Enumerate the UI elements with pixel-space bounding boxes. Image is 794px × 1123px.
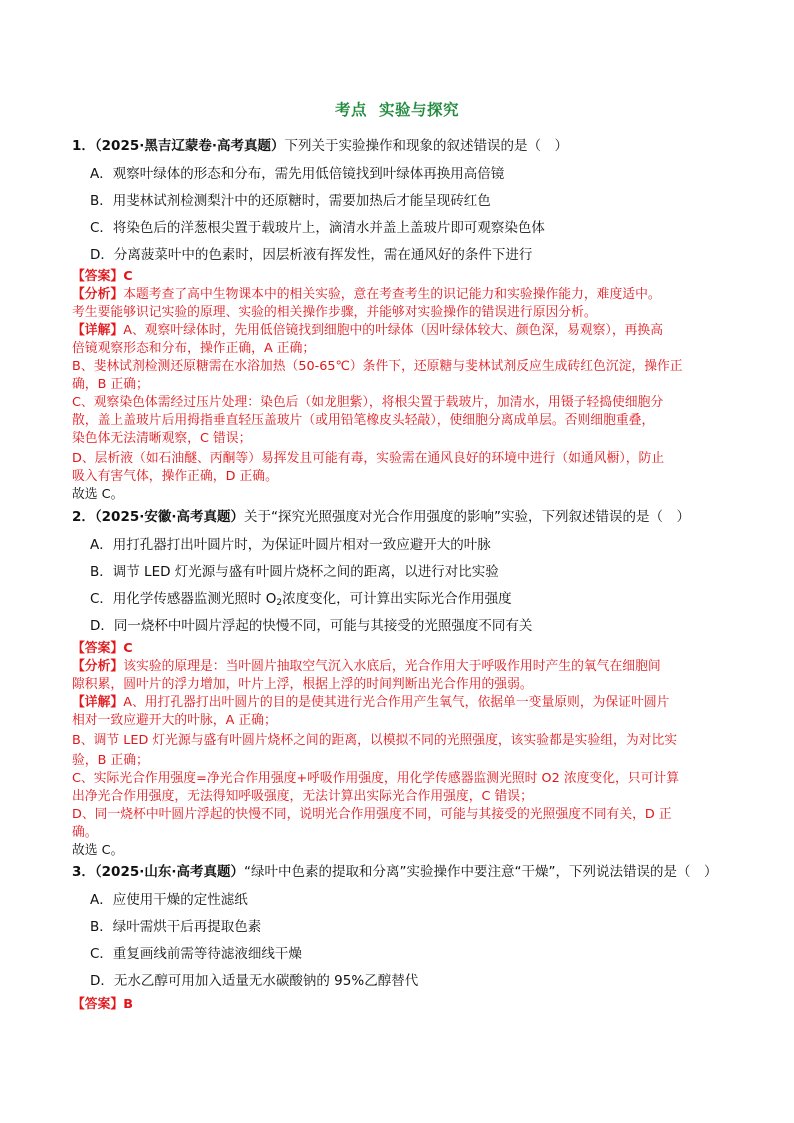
- q3-option-d: D．无水乙醇可用加入适量无水碳酸钠的 95%乙醇替代: [90, 973, 419, 989]
- q2-analysis-line-2: 隙积累，圆叶片的浮力增加，叶片上浮，根据上浮的时间判断出光合作用的强弱。: [72, 677, 533, 692]
- detail-text: A、用打孔器打出叶圆片的目的是使其进行光合作用产生氧气，依据单一变量原则，为保证叶圆片: [123, 695, 670, 710]
- q2-detail-line-1: [72, 694, 669, 712]
- question-text: 关于“探究光照强度对光合作用强度的影响”实验，下列叙述错误的是（ ）: [244, 509, 690, 525]
- page-title: [0, 98, 794, 120]
- q2-detail-line-7: D、同一烧杯中叶圆片浮起的快慢不同，说明光合作用强度不同，可能与其接受的光照强度不同有关，D 正: [72, 807, 672, 822]
- q1-option-d: D．分离菠菜叶中的色素时，因层析液有挥发性，需在通风好的条件下进行: [90, 247, 533, 263]
- q1-detail-line-3: B、斐林试剂检测还原糖需在水浴加热（50-65℃）条件下，还原糖与斐林试剂反应生成砖红色沉淀，操作正: [72, 359, 683, 374]
- analysis-label: 【分析】: [72, 287, 124, 302]
- q1-option-b: B．用斐林试剂检测梨汁中的还原糖时，需要加热后才能呈现砖红色: [90, 193, 491, 209]
- q2-detail-line-4: 验，B 正确；: [72, 753, 149, 768]
- q3-option-c: C．重复画线前需等待滤液细线干燥: [90, 946, 302, 962]
- q1-detail-line-6: 散，盖上盖玻片后用拇指垂直轻压盖玻片（或用铅笔橡皮头轻敲），使细胞分离成单层。否则细胞重叠，: [72, 413, 655, 428]
- question-number: 1．: [72, 138, 95, 154]
- q2-conclusion: 故选 C。: [72, 843, 124, 858]
- answer-label: 【答案】: [72, 641, 124, 656]
- q1-detail-line-9: 吸入有害气体，操作正确，D 正确。: [72, 469, 278, 484]
- question-text: 下列关于实验操作和现象的叙述错误的是（ ）: [284, 138, 568, 154]
- question-source: （2025·黑吉辽蒙卷·高考真题）: [94, 138, 285, 154]
- analysis-text: 该实验的原理是：当叶圆片抽取空气沉入水底后，光合作用大于呼吸作用时产生的氧气在细胞间: [123, 659, 661, 674]
- q2-analysis-line-1: [72, 658, 661, 676]
- q1-detail-line-7: 染色体无法清晰观察，C 错误；: [72, 431, 252, 446]
- subscript: 2: [276, 598, 283, 608]
- q2-detail-line-2: 相对一致应避开大的叶脉，A 正确；: [72, 713, 277, 728]
- answer-value: C: [123, 641, 133, 656]
- q1-option-c: C．将染色后的洋葱根尖置于载玻片上，滴清水并盖上盖玻片即可观察染色体: [90, 220, 545, 236]
- q2-detail-line-5: C、实际光合作用强度=净光合作用强度+呼吸作用强度，用化学传感器监测光照时 O2 浓度变化，只可计算: [72, 771, 679, 786]
- option-text: C．用化学传感器监测光照时 O: [90, 591, 277, 607]
- detail-label: 【详解】: [72, 695, 124, 710]
- q1-answer: [72, 268, 133, 286]
- detail-label: 【详解】: [72, 323, 124, 338]
- q2-detail-line-6: 出净光合作用强度，无法得知呼吸强度，无法计算出实际光合作用强度，C 错误；: [72, 789, 533, 804]
- question-number: 3．: [72, 864, 95, 880]
- option-text-rest: 浓度变化，可计算出实际光合作用强度: [282, 591, 512, 607]
- q1-option-a: A．观察叶绿体的形态和分布，需先用低倍镜找到叶绿体再换用高倍镜: [90, 166, 505, 182]
- answer-label: 【答案】: [72, 269, 124, 284]
- answer-value: C: [123, 269, 133, 284]
- q1-detail-line-4: 确，B 正确；: [72, 377, 149, 392]
- q2-option-c: [90, 587, 512, 608]
- analysis-label: 【分析】: [72, 659, 124, 674]
- q1-analysis-line-2: 考生要能够识记实验的原理、实验的相关操作步骤，并能够对实验操作的错误进行原因分析。: [72, 305, 597, 320]
- q2-option-b: B．调节 LED 灯光源与盛有叶圆片烧杯之间的距离，以进行对比实验: [90, 564, 499, 580]
- q1-detail-line-8: D、层析液（如石油醚、丙酮等）易挥发且可能有毒，实验需在通风良好的环境中进行（如通风橱），防止: [72, 451, 665, 466]
- question-text: “绿叶中色素的提取和分离”实验操作中要注意“干燥”，下列说法错误的是（ ）: [244, 864, 718, 880]
- q2-option-d: D．同一烧杯中叶圆片浮起的快慢不同，可能与其接受的光照强度不同有关: [90, 618, 533, 634]
- analysis-text: 本题考查了高中生物课本中的相关实验，意在考查考生的识记能力和实验操作能力，难度适中。: [123, 287, 661, 302]
- question-1-stem: [72, 134, 568, 154]
- q1-analysis-line-1: [72, 286, 661, 304]
- q2-detail-line-8: 确。: [72, 825, 98, 840]
- q2-option-a: A．用打孔器打出叶圆片时，为保证叶圆片相对一致应避开大的叶脉: [90, 537, 491, 553]
- title-part-2: 实验与探究: [379, 101, 460, 119]
- q1-detail-line-5: C、观察染色体需经过压片处理：染色后（如龙胆紫），将根尖置于载玻片，加清水，用镊子轻捣使细胞分: [72, 395, 664, 410]
- q3-option-a: A．应使用干燥的定性滤纸: [90, 892, 248, 908]
- question-number: 2．: [72, 509, 95, 525]
- q1-detail-line-1: [72, 322, 663, 340]
- question-3-stem: [72, 860, 717, 880]
- detail-text: A、观察叶绿体时，先用低倍镜找到细胞中的叶绿体（因叶绿体较大、颜色深，易观察），再换高: [123, 323, 664, 338]
- question-source: （2025·安徽·高考真题）: [94, 509, 244, 525]
- q3-answer: [72, 996, 133, 1014]
- question-2-stem: [72, 505, 690, 525]
- title-part-1: 考点: [334, 101, 367, 119]
- question-source: （2025·山东·高考真题）: [94, 864, 244, 880]
- q2-detail-line-3: B、调节 LED 灯光源与盛有叶圆片烧杯之间的距离，以模拟不同的光照强度，该实验都是实验组，为对比实: [72, 733, 678, 748]
- q1-conclusion: 故选 C。: [72, 487, 124, 502]
- answer-label: 【答案】: [72, 997, 124, 1012]
- answer-value: B: [123, 997, 133, 1012]
- q3-option-b: B．绿叶需烘干后再提取色素: [90, 919, 262, 935]
- q1-detail-line-2: 倍镜观察形态和分布，操作正确，A 正确；: [72, 341, 316, 356]
- q2-answer: [72, 640, 133, 658]
